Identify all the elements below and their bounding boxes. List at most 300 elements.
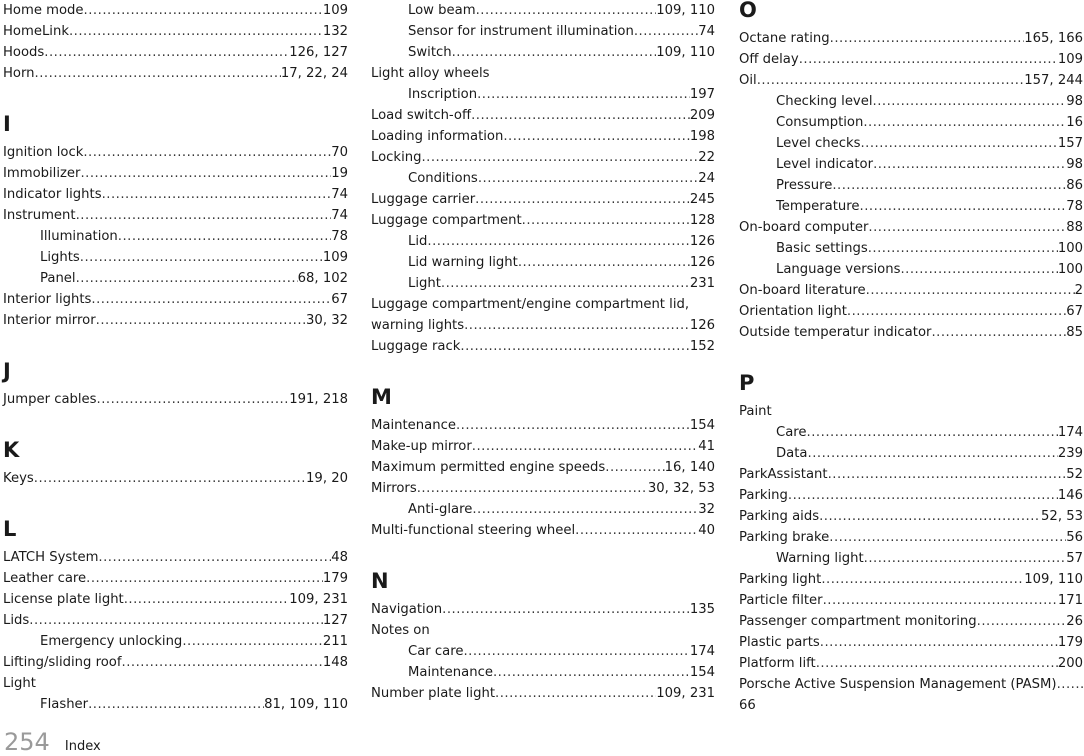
entry-label: Home mode — [3, 3, 84, 18]
index-entry — [371, 478, 715, 499]
index-subentry — [371, 0, 715, 21]
entry-page-numbers: 239 — [1057, 446, 1083, 461]
index-letter-heading: N — [371, 569, 389, 593]
entry-label: Jumper cables — [3, 392, 97, 407]
dot-leader — [829, 527, 1066, 548]
entry-label: Mirrors — [371, 481, 417, 496]
entry-label: ParkAssistant — [739, 467, 828, 482]
entry-label: Data — [776, 446, 808, 461]
entry-label: Indicator lights — [3, 187, 102, 202]
index-letter-heading: K — [3, 438, 20, 462]
entry-page-numbers: 191, 218 — [289, 392, 348, 407]
index-entry — [739, 280, 1083, 301]
dot-leader — [122, 652, 323, 673]
entry-label: Number plate light — [371, 686, 495, 701]
index-subentry — [739, 422, 1083, 443]
index-subentry — [739, 238, 1083, 259]
index-entry — [739, 301, 1083, 322]
index-entry — [371, 210, 715, 231]
entry-page-numbers: 74 — [698, 24, 715, 39]
entry-label: Orientation light — [739, 304, 847, 319]
index-entry — [371, 520, 715, 541]
dot-leader — [460, 336, 689, 357]
dot-leader — [44, 42, 289, 63]
index-entry — [3, 389, 348, 410]
index-entry — [371, 683, 715, 704]
dot-leader — [788, 485, 1058, 506]
index-entry: Notes on — [371, 623, 430, 638]
dot-leader — [799, 49, 1058, 70]
entry-label: Checking level — [776, 94, 873, 109]
entry-label: Parking — [739, 488, 788, 503]
entry-label: Flasher — [40, 697, 89, 712]
dot-leader — [76, 268, 298, 289]
entry-page-numbers: 231 — [689, 276, 715, 291]
index-entry — [739, 28, 1083, 49]
dot-leader — [863, 112, 1066, 133]
entry-label: Level indicator — [776, 157, 874, 172]
index-entry — [739, 632, 1083, 653]
index-subentry — [3, 268, 348, 289]
index-entry — [3, 547, 348, 568]
dot-leader — [830, 28, 1025, 49]
index-entry: Paint — [739, 404, 772, 419]
entry-label: Anti-glare — [408, 502, 473, 517]
entry-label: Lids — [3, 613, 30, 628]
index-entry — [371, 415, 715, 436]
entry-page-numbers: 146 — [1057, 488, 1083, 503]
entry-label: Ignition lock — [3, 145, 84, 160]
index-letter-heading: L — [3, 517, 17, 541]
index-subentry — [739, 133, 1083, 154]
index-subentry — [739, 154, 1083, 175]
entry-label: Consumption — [776, 115, 864, 130]
entry-page-numbers: 157 — [1057, 136, 1083, 151]
entry-page-numbers: 74 — [331, 208, 348, 223]
entry-label: Light — [408, 276, 441, 291]
dot-leader — [820, 632, 1058, 653]
dot-leader — [456, 415, 690, 436]
dot-leader — [76, 205, 332, 226]
dot-leader — [88, 694, 264, 715]
entry-label: Pressure — [776, 178, 833, 193]
entry-page-numbers: 16, 140 — [664, 460, 715, 475]
entry-page-numbers: 209 — [689, 108, 715, 123]
entry-page-numbers: 211 — [322, 634, 348, 649]
index-entry — [371, 189, 715, 210]
entry-page-numbers: 88 — [1066, 220, 1083, 235]
entry-label: Platform lift — [739, 656, 816, 671]
entry-label: Illumination — [40, 229, 118, 244]
dot-leader — [441, 273, 690, 294]
entry-page-numbers: 126, 127 — [289, 45, 348, 60]
entry-label: Hoods — [3, 45, 45, 60]
index-subentry — [739, 196, 1083, 217]
dot-leader — [118, 226, 331, 247]
dot-leader — [472, 499, 698, 520]
index-entry — [3, 652, 348, 673]
dot-leader — [807, 422, 1058, 443]
dot-leader — [471, 105, 690, 126]
entry-page-numbers: 109 — [322, 250, 348, 265]
dot-leader — [417, 478, 648, 499]
entry-label: Outside temperatur indicator — [739, 325, 932, 340]
index-entry — [3, 63, 348, 84]
dot-leader — [102, 184, 332, 205]
index-entry: Luggage compartment/engine compartment lid, — [371, 297, 690, 312]
index-letter-heading: I — [3, 112, 11, 136]
entry-label: Horn — [3, 66, 35, 81]
dot-leader — [503, 126, 689, 147]
entry-page-numbers: 74 — [331, 187, 348, 202]
dot-leader — [634, 21, 698, 42]
entry-page-numbers: 67 — [1066, 304, 1083, 319]
dot-leader — [427, 231, 689, 252]
entry-page-numbers: 26 — [1066, 614, 1083, 629]
entry-label: Loading information — [371, 129, 504, 144]
entry-page-numbers: 30, 32 — [306, 313, 348, 328]
entry-label: Maximum permitted engine speeds — [371, 460, 606, 475]
entry-label: Sensor for instrument illumination — [408, 24, 634, 39]
index-entry — [739, 217, 1083, 238]
entry-page-numbers: 40 — [698, 523, 715, 538]
entry-label: LATCH System — [3, 550, 99, 565]
entry-label: Level checks — [776, 136, 861, 151]
dot-leader — [864, 548, 1067, 569]
dot-leader — [495, 683, 656, 704]
entry-page-numbers: 165, 166 — [1024, 31, 1083, 46]
dot-leader — [819, 506, 1041, 527]
index-entry — [371, 436, 715, 457]
entry-page-numbers: 109, 110 — [1024, 572, 1083, 587]
entry-label: Car care — [408, 644, 464, 659]
entry-page-numbers: 98 — [1066, 157, 1083, 172]
index-subentry — [371, 273, 715, 294]
entry-page-numbers: 24 — [698, 171, 715, 186]
dot-leader — [69, 21, 323, 42]
entry-label: Low beam — [408, 3, 476, 18]
dot-leader — [472, 436, 698, 457]
dot-leader — [860, 133, 1057, 154]
entry-label: License plate light — [3, 592, 124, 607]
entry-page-numbers: 179 — [1057, 635, 1083, 650]
dot-leader — [847, 301, 1066, 322]
entry-label: Care — [776, 425, 807, 440]
entry-label: Navigation — [371, 602, 443, 617]
index-subentry — [371, 168, 715, 189]
entry-label: Parking aids — [739, 509, 820, 524]
entry-page-numbers: 85 — [1066, 325, 1083, 340]
entry-page-numbers: 17, 22, 24 — [280, 66, 348, 81]
entry-page-numbers: 148 — [322, 655, 348, 670]
index-subentry — [739, 443, 1083, 464]
index-entry — [371, 457, 715, 478]
entry-page-numbers: 132 — [322, 24, 348, 39]
index-entry — [3, 21, 348, 42]
entry-label: Maintenance — [408, 665, 493, 680]
entry-label: Plastic parts — [739, 635, 820, 650]
index-column-2 — [371, 0, 715, 704]
index-entry — [739, 49, 1083, 70]
entry-page-numbers: 52, 53 — [1041, 509, 1083, 524]
dot-leader — [96, 310, 306, 331]
entry-label: HomeLink — [3, 24, 69, 39]
entry-page-numbers: 126 — [689, 255, 715, 270]
dot-leader — [1057, 674, 1083, 695]
entry-label: Parking light — [739, 572, 822, 587]
index-letter-heading: P — [739, 371, 755, 395]
index-entry — [3, 184, 348, 205]
entry-page-numbers: 152 — [689, 339, 715, 354]
dot-leader — [29, 610, 323, 631]
index-entry — [371, 126, 715, 147]
index-entry — [3, 310, 348, 331]
page-number: 254 — [4, 728, 50, 756]
entry-label: Oil — [739, 73, 757, 88]
entry-page-numbers: 78 — [1066, 199, 1083, 214]
entry-page-numbers: 109, 110 — [656, 45, 715, 60]
entry-label: Porsche Active Suspension Management (PASM) — [739, 677, 1057, 692]
page-footer — [4, 728, 101, 755]
entry-label: Octane rating — [739, 31, 830, 46]
index-entry — [371, 599, 715, 620]
index-entry — [739, 506, 1083, 527]
dot-leader — [868, 217, 1066, 238]
entry-page-numbers: 78 — [331, 229, 348, 244]
index-subentry — [371, 252, 715, 273]
index-subentry — [3, 694, 348, 715]
index-subentry — [3, 226, 348, 247]
dot-leader — [828, 464, 1067, 485]
entry-label: Make-up mirror — [371, 439, 472, 454]
entry-label: Multi-functional steering wheel — [371, 523, 576, 538]
entry-page-numbers: 19 — [331, 166, 348, 181]
entry-page-numbers: 22 — [698, 150, 715, 165]
entry-label: On-board computer — [739, 220, 869, 235]
index-entry — [739, 674, 1083, 695]
dot-leader — [98, 547, 331, 568]
entry-label: Parking brake — [739, 530, 830, 545]
entry-label: Panel — [40, 271, 76, 286]
entry-label: Inscription — [408, 87, 478, 102]
entry-label: Interior lights — [3, 292, 92, 307]
entry-page-numbers: 126 — [689, 234, 715, 249]
index-subentry — [371, 499, 715, 520]
entry-page-numbers: 100 — [1057, 241, 1083, 256]
entry-page-numbers: 67 — [331, 292, 348, 307]
entry-page-numbers: 2 — [1074, 283, 1083, 298]
index-subentry — [371, 641, 715, 662]
entry-label: Particle filter — [739, 593, 823, 608]
entry-page-numbers: 197 — [689, 87, 715, 102]
entry-page-numbers: 86 — [1066, 178, 1083, 193]
entry-page-numbers: 200 — [1057, 656, 1083, 671]
entry-page-numbers: 127 — [322, 613, 348, 628]
entry-page-numbers: 245 — [689, 192, 715, 207]
dot-leader — [477, 84, 690, 105]
index-entry — [3, 589, 348, 610]
index-subentry — [739, 259, 1083, 280]
entry-page-numbers: 179 — [322, 571, 348, 586]
entry-page-numbers: 98 — [1066, 94, 1083, 109]
index-entry — [739, 611, 1083, 632]
dot-leader — [124, 589, 290, 610]
entry-page-numbers: 56 — [1066, 530, 1083, 545]
index-subentry — [371, 42, 715, 63]
dot-leader — [757, 70, 1025, 91]
index-entry — [739, 653, 1083, 674]
entry-page-numbers: 171 — [1057, 593, 1083, 608]
index-letter-heading: M — [371, 385, 392, 409]
dot-leader — [518, 252, 690, 273]
entry-page-numbers: 68, 102 — [297, 271, 348, 286]
index-entry — [739, 322, 1083, 343]
index-entry — [3, 0, 348, 21]
dot-leader — [476, 0, 657, 21]
entry-label: warning lights — [371, 318, 465, 333]
entry-page-numbers: 109, 231 — [656, 686, 715, 701]
index-entry — [371, 105, 715, 126]
dot-leader — [931, 322, 1066, 343]
dot-leader — [35, 63, 281, 84]
entry-page-numbers: 48 — [331, 550, 348, 565]
entry-page-numbers: 30, 32, 53 — [647, 481, 715, 496]
dot-leader — [182, 631, 323, 652]
index-entry — [739, 70, 1083, 91]
dot-leader — [977, 611, 1067, 632]
index-entry — [371, 336, 715, 357]
entry-page-numbers: 32 — [698, 502, 715, 517]
index-entry — [371, 315, 715, 336]
dot-leader — [97, 389, 290, 410]
entry-page-numbers: 100 — [1057, 262, 1083, 277]
dot-leader — [868, 238, 1058, 259]
index-column-3 — [739, 0, 1083, 716]
dot-leader — [866, 280, 1075, 301]
dot-leader — [575, 520, 698, 541]
index-entry — [739, 527, 1083, 548]
dot-leader — [816, 653, 1058, 674]
dot-leader — [83, 142, 331, 163]
index-entry — [3, 163, 348, 184]
entry-label: Basic settings — [776, 241, 868, 256]
index-column-1 — [3, 0, 348, 715]
entry-page-numbers: 109 — [322, 3, 348, 18]
entry-label: Leather care — [3, 571, 87, 586]
entry-page-numbers: 128 — [689, 213, 715, 228]
dot-leader — [860, 196, 1067, 217]
entry-label: Instrument — [3, 208, 76, 223]
entry-label: Emergency unlocking — [40, 634, 183, 649]
entry-page-numbers: 109, 110 — [656, 3, 715, 18]
entry-page-numbers: 19, 20 — [306, 471, 348, 486]
entry-label: Luggage compartment — [371, 213, 522, 228]
dot-leader — [808, 443, 1058, 464]
entry-page-numbers: 135 — [689, 602, 715, 617]
dot-leader — [900, 259, 1057, 280]
index-entry — [739, 485, 1083, 506]
entry-label: Lights — [40, 250, 80, 265]
entry-label: Language versions — [776, 262, 901, 277]
entry-label: Lifting/sliding roof — [3, 655, 122, 670]
dot-leader — [493, 662, 690, 683]
dot-leader — [80, 163, 331, 184]
index-letter-heading: O — [739, 0, 757, 22]
index-subentry — [3, 247, 348, 268]
entry-label: Luggage carrier — [371, 192, 476, 207]
index-entry — [3, 610, 348, 631]
dot-leader — [475, 189, 690, 210]
entry-label: Off delay — [739, 52, 799, 67]
dot-leader — [91, 289, 331, 310]
dot-leader — [421, 147, 698, 168]
index-subentry — [371, 84, 715, 105]
dot-leader — [873, 91, 1067, 112]
entry-label: Load switch-off — [371, 108, 472, 123]
entry-page-numbers: 70 — [331, 145, 348, 160]
entry-page-numbers: 81, 109, 110 — [264, 697, 348, 712]
entry-label: Immobilizer — [3, 166, 81, 181]
index-entry — [739, 464, 1083, 485]
index-entry — [3, 568, 348, 589]
entry-label: Warning light — [776, 551, 864, 566]
index-entry — [3, 289, 348, 310]
index-entry — [3, 468, 348, 489]
entry-label: Lid warning light — [408, 255, 518, 270]
index-entry — [3, 42, 348, 63]
entry-page-numbers: 109, 231 — [289, 592, 348, 607]
dot-leader — [605, 457, 664, 478]
index-subentry — [739, 112, 1083, 133]
index-entry — [3, 142, 348, 163]
index-subentry — [371, 21, 715, 42]
entry-page-numbers: 52 — [1066, 467, 1083, 482]
index-entry: Light alloy wheels — [371, 66, 490, 81]
entry-page-numbers: 174 — [689, 644, 715, 659]
index-subentry — [739, 91, 1083, 112]
index-letter-heading: J — [3, 359, 11, 383]
entry-label: Passenger compartment monitoring — [739, 614, 977, 629]
dot-leader — [832, 175, 1066, 196]
entry-page-numbers: 126 — [689, 318, 715, 333]
index-entry — [3, 205, 348, 226]
entry-label: Luggage rack — [371, 339, 461, 354]
entry-page-numbers: 109 — [1057, 52, 1083, 67]
entry-page-numbers: 198 — [689, 129, 715, 144]
entry-label: Locking — [371, 150, 422, 165]
entry-label: Conditions — [408, 171, 478, 186]
index-entry — [371, 147, 715, 168]
entry-label: On-board literature — [739, 283, 866, 298]
dot-leader — [821, 569, 1024, 590]
index-entry — [739, 569, 1083, 590]
dot-leader — [873, 154, 1066, 175]
index-entry — [739, 590, 1083, 611]
dot-leader — [34, 468, 306, 489]
entry-page-numbers: 154 — [689, 665, 715, 680]
dot-leader — [464, 315, 690, 336]
dot-leader — [80, 247, 323, 268]
dot-leader — [84, 0, 323, 21]
dot-leader — [442, 599, 690, 620]
entry-page-numbers: 66 — [739, 698, 756, 713]
index-subentry — [371, 231, 715, 252]
entry-page-numbers: 57 — [1066, 551, 1083, 566]
entry-label: Temperature — [776, 199, 860, 214]
entry-label: Switch — [408, 45, 452, 60]
dot-leader — [823, 590, 1058, 611]
entry-page-numbers: 154 — [689, 418, 715, 433]
